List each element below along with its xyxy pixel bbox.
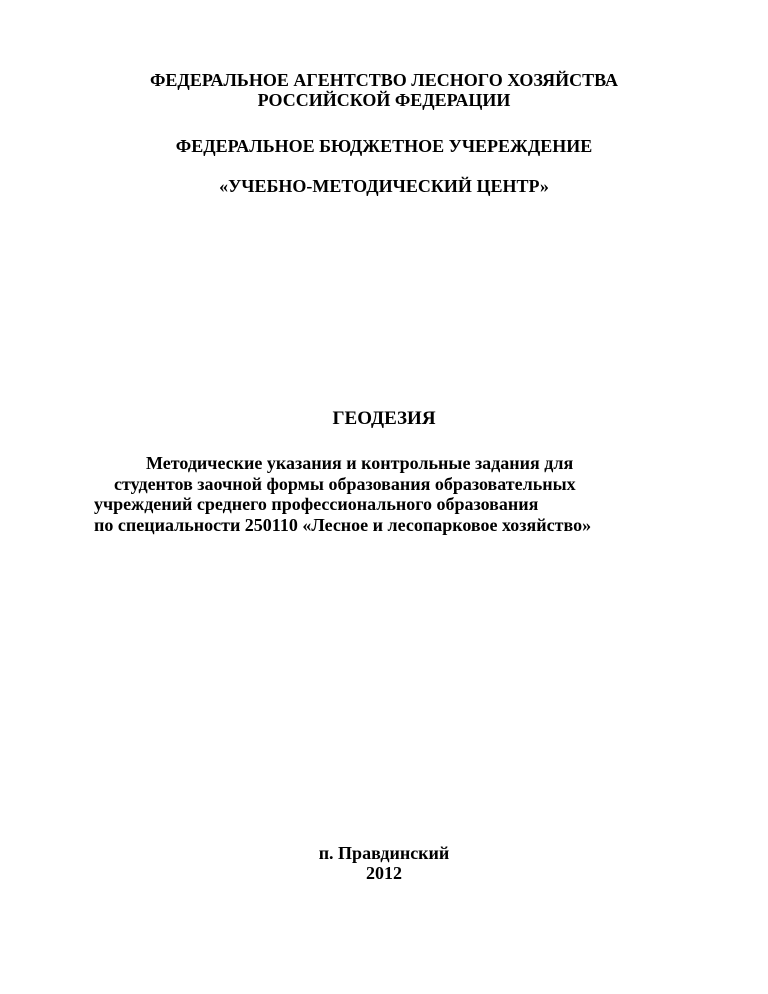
agency-name-line-1: ФЕДЕРАЛЬНОЕ АГЕНТСТВО ЛЕСНОГО ХОЗЯЙСТВА bbox=[149, 70, 619, 90]
publication-year: 2012 bbox=[366, 863, 402, 883]
document-title: ГЕОДЕЗИЯ bbox=[332, 408, 436, 429]
subtitle-line-1: Методические указания и контрольные задания для bbox=[146, 453, 574, 473]
publication-place: п. Правдинский bbox=[318, 843, 450, 863]
agency-name-line-2: РОССИЙСКОЙ ФЕДЕРАЦИИ bbox=[257, 90, 511, 110]
institution-name-line-2: «УЧЕБНО-МЕТОДИЧЕСКИЙ ЦЕНТР» bbox=[219, 176, 549, 196]
subtitle-line-4: по специальности 250110 «Лесное и лесопарковое хозяйство» bbox=[94, 515, 592, 535]
subtitle-line-2: студентов заочной формы образования образовательных bbox=[114, 474, 576, 494]
institution-name-line-1: ФЕДЕРАЛЬНОЕ БЮДЖЕТНОЕ УЧЕРЕЖДЕНИЕ bbox=[175, 136, 593, 156]
subtitle-line-3: учреждений среднего профессионального образования bbox=[94, 494, 539, 514]
